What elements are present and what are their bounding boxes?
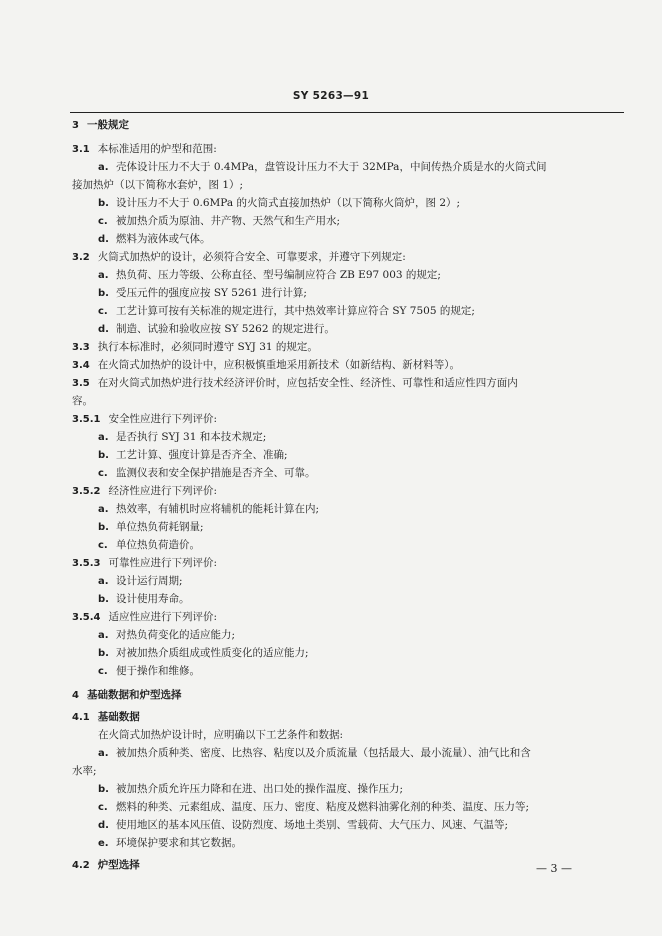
list-label: b. xyxy=(98,522,109,533)
line-text: 被加热介质种类、密度、比热容、粘度以及介质流量（包括最大、最小流量）、油气比和含 xyxy=(116,747,531,759)
list-label: b. xyxy=(98,450,109,461)
page-number: — 3 — xyxy=(536,862,572,875)
text-line xyxy=(98,160,546,175)
line-text: 基础数据 xyxy=(97,711,140,723)
text-line xyxy=(98,304,475,319)
line-text: 炉型选择 xyxy=(97,859,140,871)
line-text: 适应性应进行下列评价: xyxy=(108,611,218,623)
line-text: 环境保护要求和其它数据。 xyxy=(116,837,242,849)
line-text: 制造、试验和验收应按 SY 5262 的规定进行。 xyxy=(116,323,335,335)
line-text: 执行本标准时，必须同时遵守 SYJ 31 的规定。 xyxy=(97,341,318,353)
list-label: b. xyxy=(98,648,109,659)
text-line xyxy=(98,322,335,337)
list-label: c. xyxy=(98,540,108,551)
line-text: 燃料为液体或气体。 xyxy=(116,233,211,245)
list-label: a. xyxy=(98,432,109,443)
text-line xyxy=(72,556,217,571)
list-label: b. xyxy=(98,288,109,299)
line-text: 在火筒式加热炉的设计中，应积极慎重地采用新技术（如新结构、新材料等）。 xyxy=(97,359,460,371)
text-line xyxy=(98,628,235,643)
line-text: 是否执行 SYJ 31 和本技术规定; xyxy=(116,431,267,443)
clause-number: 3.5.1 xyxy=(72,414,101,425)
clause-number: 3.3 xyxy=(72,342,90,353)
text-line xyxy=(98,818,508,833)
line-text: 使用地区的基本风压值、设防烈度、场地土类别、雪载荷、大气压力、风速、气温等; xyxy=(116,819,509,831)
list-label: b. xyxy=(98,198,109,209)
line-text: 单位热负荷造价。 xyxy=(116,539,200,551)
text-line xyxy=(98,592,190,607)
line-text: 受压元件的强度应按 SY 5261 进行计算; xyxy=(116,287,307,299)
list-label: d. xyxy=(98,820,109,831)
line-text: 被加热介质为原油、井产物、天然气和生产用水; xyxy=(116,215,341,227)
list-label: c. xyxy=(98,802,108,813)
clause-number: 3.5.3 xyxy=(72,558,101,569)
text-line xyxy=(72,376,518,391)
line-text: 工艺计算、强度计算是否齐全、准确; xyxy=(116,449,288,461)
line-text: 在火筒式加热炉设计时，应明确以下工艺条件和数据: xyxy=(98,729,344,741)
text-line xyxy=(98,196,460,211)
section-heading xyxy=(72,858,140,873)
line-text: 可靠性应进行下列评价: xyxy=(108,557,218,569)
clause-number: 3.1 xyxy=(72,144,90,155)
text-line xyxy=(98,448,288,463)
section-heading xyxy=(72,710,140,725)
text-line xyxy=(98,286,307,301)
clause-number: 3.5.2 xyxy=(72,486,101,497)
list-label: b. xyxy=(98,784,109,795)
clause-number: 3.5 xyxy=(72,378,90,389)
line-text: 对被加热介质组成或性质变化的适应能力; xyxy=(116,647,309,659)
clause-number: 3.2 xyxy=(72,252,90,263)
line-text: 基础数据和炉型选择 xyxy=(86,689,182,701)
text-line xyxy=(72,610,217,625)
list-label: c. xyxy=(98,216,108,227)
text-line xyxy=(98,728,343,742)
page-header: SY 5263—91 xyxy=(292,90,370,102)
clause-number: 3.5.4 xyxy=(72,612,101,623)
text-line xyxy=(98,268,441,283)
list-label: d. xyxy=(98,234,109,245)
text-line xyxy=(98,502,319,517)
list-label: a. xyxy=(98,504,109,515)
list-label: a. xyxy=(98,748,109,759)
clause-number: 4.1 xyxy=(72,712,90,723)
text-line xyxy=(98,836,242,851)
text-line xyxy=(98,782,403,797)
list-label: e. xyxy=(98,838,109,849)
list-label: a. xyxy=(98,162,109,173)
text-line xyxy=(72,412,217,427)
line-text: 壳体设计压力不大于 0.4MPa，盘管设计压力不大于 32MPa，中间传热介质是水的火筒式间 xyxy=(116,161,547,173)
list-label: c. xyxy=(98,468,108,479)
text-line xyxy=(98,800,529,815)
text-line xyxy=(98,466,316,481)
line-text: 热负荷、压力等级、公称直径、型号编制应符合 ZB E97 003 的规定; xyxy=(116,269,441,281)
text-line xyxy=(98,430,266,445)
line-text: 热效率，有辅机时应将辅机的能耗计算在内; xyxy=(116,503,320,515)
text-line xyxy=(98,520,204,535)
text-line xyxy=(98,574,183,589)
list-label: d. xyxy=(98,324,109,335)
line-text: 监测仪表和安全保护措施是否齐全、可靠。 xyxy=(116,467,316,479)
line-text: 被加热介质允许压力降和在进、出口处的操作温度、操作压力; xyxy=(116,783,404,795)
text-line xyxy=(72,764,97,778)
text-line xyxy=(72,358,460,373)
section-heading xyxy=(72,118,129,133)
line-text: 本标准适用的炉型和范围: xyxy=(97,143,217,155)
clause-number: 3 xyxy=(72,120,79,131)
clause-number: 4 xyxy=(72,690,79,701)
line-text: 设计使用寿命。 xyxy=(116,593,190,605)
list-label: a. xyxy=(98,270,109,281)
list-label: c. xyxy=(98,306,108,317)
line-text: 火筒式加热炉的设计，必须符合安全、可靠要求，并遵守下列规定: xyxy=(97,251,406,263)
text-line xyxy=(72,142,217,157)
line-text: 一般规定 xyxy=(86,119,129,131)
line-text: 设计压力不大于 0.6MPa 的火筒式直接加热炉（以下简称火筒炉，图 2）; xyxy=(116,197,461,209)
text-line xyxy=(98,214,340,229)
list-label: a. xyxy=(98,630,109,641)
line-text: 燃料的种类、元素组成、温度、压力、密度、粘度及燃料油雾化剂的种类、温度、压力等; xyxy=(116,801,530,813)
text-line xyxy=(98,646,309,661)
text-line xyxy=(72,484,217,499)
section-heading xyxy=(72,688,181,703)
text-line xyxy=(72,250,406,265)
line-text: 接加热炉（以下简称水套炉，图 1）; xyxy=(72,179,244,191)
clause-number: 4.2 xyxy=(72,860,90,871)
line-text: 在对火筒式加热炉进行技术经济评价时，应包括安全性、经济性、可靠性和适应性四方面内 xyxy=(97,377,518,389)
text-line xyxy=(72,394,93,408)
list-label: b. xyxy=(98,594,109,605)
header-rule xyxy=(70,112,624,113)
line-text: 经济性应进行下列评价: xyxy=(108,485,218,497)
line-text: 单位热负荷耗钢量; xyxy=(116,521,204,533)
line-text: 设计运行周期; xyxy=(116,575,183,587)
text-line xyxy=(98,538,200,553)
text-line xyxy=(98,232,211,247)
line-text: 对热负荷变化的适应能力; xyxy=(116,629,236,641)
list-label: a. xyxy=(98,576,109,587)
list-label: c. xyxy=(98,666,108,677)
line-text: 工艺计算可按有关标准的规定进行，其中热效率计算应符合 SY 7505 的规定; xyxy=(116,305,475,317)
text-line xyxy=(98,746,531,761)
text-line xyxy=(98,664,200,679)
line-text: 水率; xyxy=(72,765,97,777)
text-line xyxy=(72,178,243,192)
line-text: 便于操作和维修。 xyxy=(116,665,200,677)
line-text: 容。 xyxy=(72,395,93,407)
line-text: 安全性应进行下列评价: xyxy=(108,413,218,425)
clause-number: 3.4 xyxy=(72,360,90,371)
text-line xyxy=(72,340,318,355)
